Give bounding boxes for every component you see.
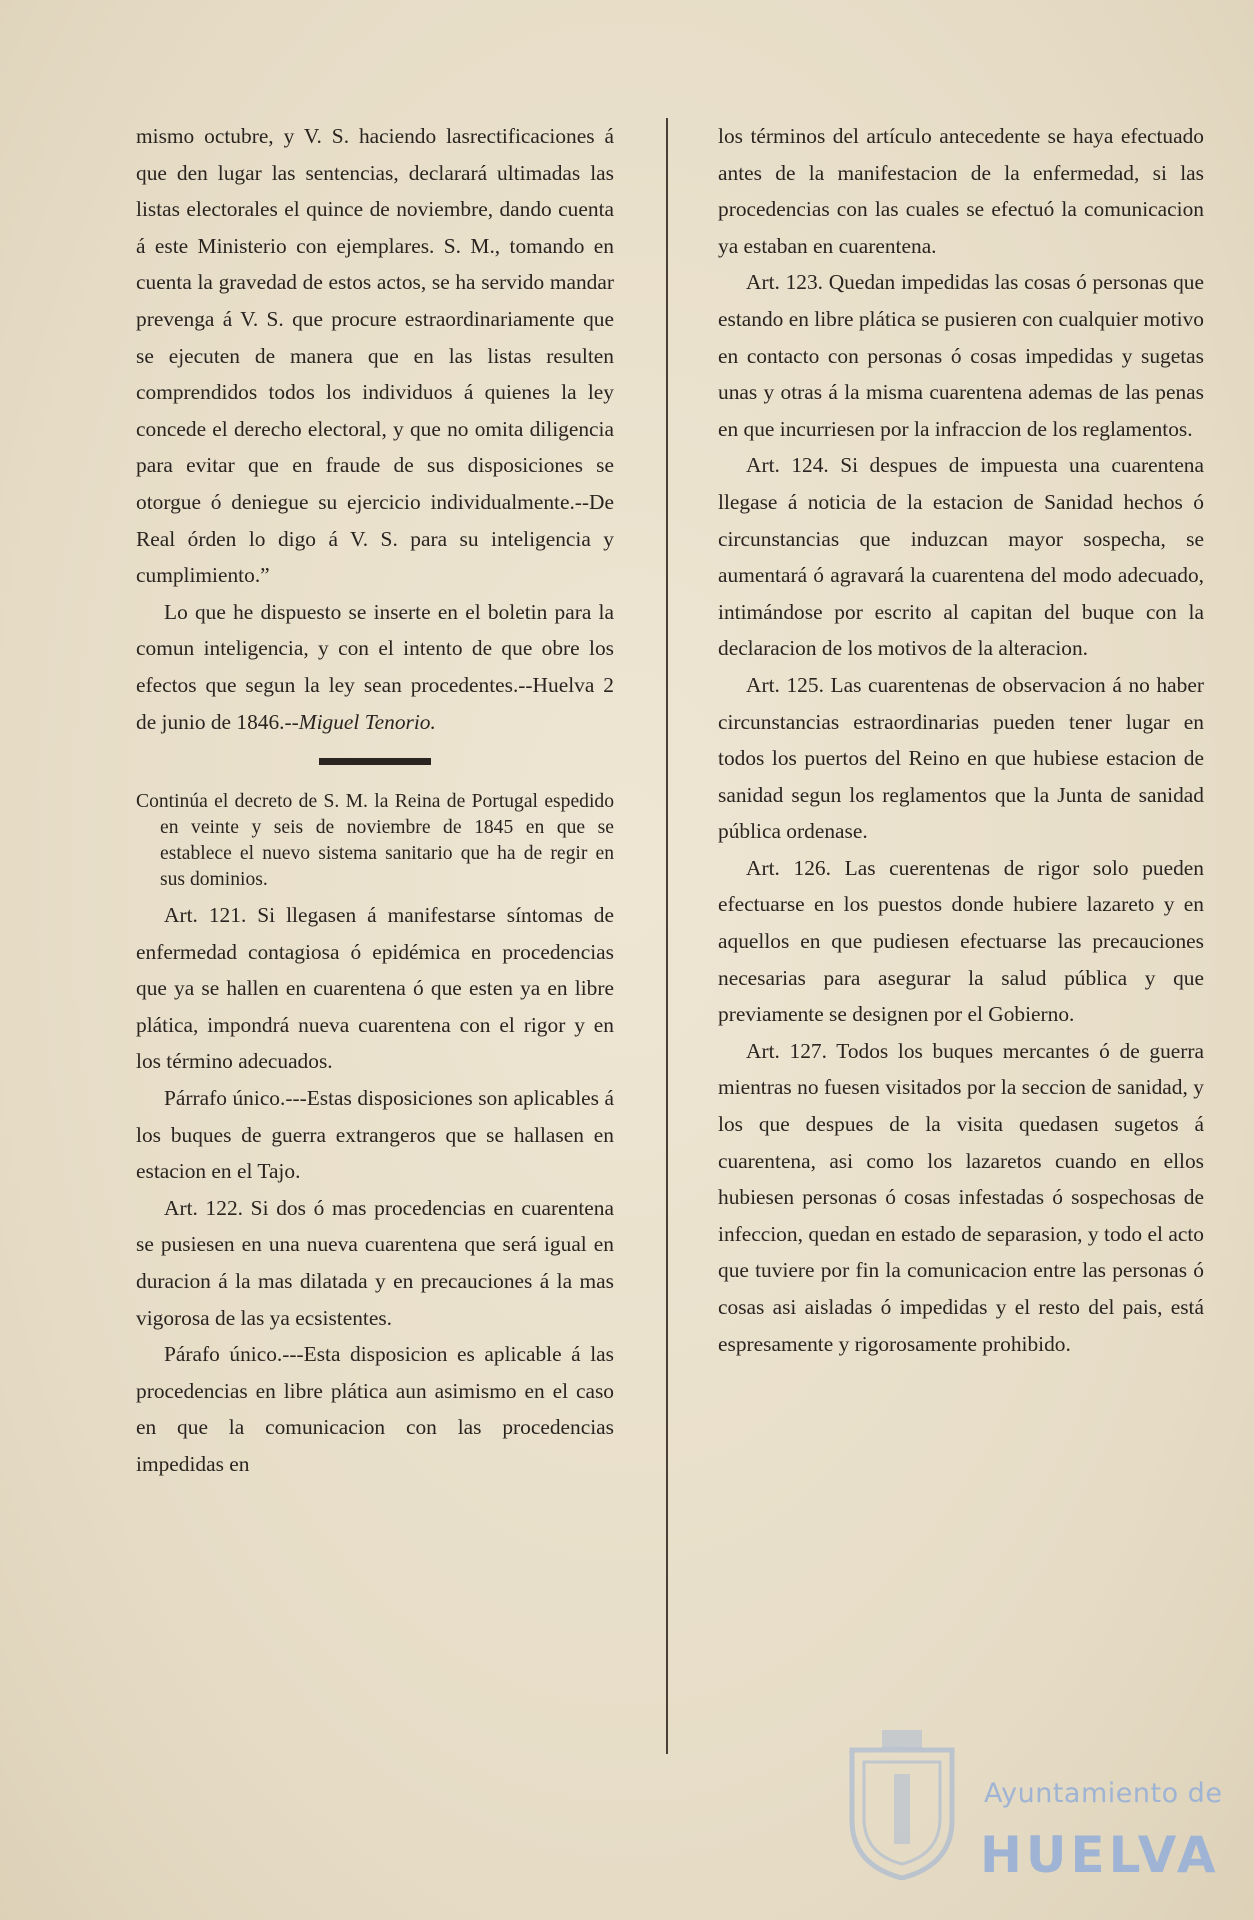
article-124: Art. 124. Si despues de impuesta una cuarentena llegase á noticia de la estacion de Sanidad hechos ó circunstancias que induzcan mayor sospecha, se aumentará ó agravará la cuarentena del modo adecuado, intimándose por escrito al capitan del buque con la declaracion de los motivos de la alteracion. [718, 453, 1204, 661]
article-122: Art. 122. Si dos ó mas procedencias en cuarentena se pusiesen en una nueva cuarentena que será igual en duracion á la mas dilatada y en precauciones á la mas vigorosa de las ya ecsistentes. [136, 1195, 614, 1330]
column-divider [666, 118, 668, 1754]
right-column [718, 118, 1204, 1362]
huelva-shield-logo [842, 1730, 962, 1880]
article-125: Art. 125. Las cuarentenas de observacion á no haber circunstancias estraordinarias pueden tener lugar en todos los puertos del Reino en que hubiese estacion de sanidad segun los reglamentos que la Junta de sanidad pública ordenase. [718, 672, 1204, 844]
paragraph-royal-order: mismo octubre, y V. S. haciendo lasrectificaciones á que den lugar las sentencias, declarará ultimadas las listas electorales el quince de noviembre, dando cuenta á este Ministerio con ejemplares. S. M., tomando en cuenta la gravedad de estos actos, se ha servido mandar prevenga á V. S. que procure estraordinariamente que se ejecuten de manera que en las listas resulten comprendidos todos los individuos á quienes la ley concede el derecho electoral, y que no omita diligencia para evitar que en fraude de sus disposiciones se otorgue ó deniegue su ejercicio individualmente.--De Real órden lo digo á V. S. para su inteligencia y cumplimiento.” [136, 124, 614, 588]
article-123: Art. 123. Quedan impedidas las cosas ó personas que estando en libre plática se pusieren con cualquier motivo en contacto con personas ó cosas impedidas y sugetas unas y otras á la misma cuarentena ademas de las penas en que incurriesen por la infraccion de los reglamentos. [718, 270, 1204, 441]
article-122-continued: los términos del artículo antecedente se haya efectuado antes de la manifestacion de la enfermedad, si las procedencias con las cuales se efectuó la comunicacion ya estaban en cuarentena. [718, 124, 1204, 258]
watermark-line2: HUELVA [980, 1826, 1220, 1884]
article-121: Art. 121. Si llegasen á manifestarse síntomas de enfermedad contagiosa ó epidémica en procedencias que ya se hallen en cuarentena ó que esten ya en libre plática, impondrá nueva cuarentena con el rigor y en los término adecuados. [136, 903, 614, 1074]
left-column [136, 118, 614, 1483]
paragraph-121: Párrafo único.---Estas disposiciones son aplicables á los buques de guerra extrangeros que se hallasen en estacion en el Tajo. [136, 1086, 614, 1184]
article-127: Art. 127. Todos los buques mercantes ó de guerra mientras no fuesen visitados por la seccion de sanidad, y los que despues de la visita quedasen sugetos á cuarentena, asi como los lazaretos cuando en ellos hubiesen personas ó cosas infestadas ó sospechosas de infeccion, quedan en estado de separasion, y todo el acto que tuviere por fin la comunicacion entre las personas ó cosas asi aisladas ó impedidas y el resto del pais, está espresamente y rigorosamente prohibido. [718, 1038, 1204, 1356]
notice-text: Lo que he dispuesto se inserte en el boletin para la comun inteligencia, y con el intento de que obre los efectos que segun la ley sean procedentes.--Huelva 2 de junio de 1846.-- [136, 599, 614, 734]
section-separator [319, 758, 431, 765]
decree-heading: Continúa el decreto de S. M. la Reina de Portugal espedido en veinte y seis de noviembre de 1845 en que se establece el nuevo sistema sanitario que ha de regir en sus dominios. [136, 791, 614, 891]
article-126: Art. 126. Las cuerentenas de rigor solo pueden efectuarse en los puestos donde hubiere lazareto y en aquellos en que pudiesen efectuarse las precauciones necesarias para asegurar la salud pública y que previamente se designen por el Gobierno. [718, 855, 1204, 1027]
paragraph-122: Párafo único.---Esta disposicion es aplicable á las procedencias en libre plática aun asimismo en el caso en que la comunicacion con las procedencias impedidas en [136, 1342, 614, 1476]
paragraph-publication-notice [136, 594, 614, 740]
watermark-line1: Ayuntamiento de [984, 1778, 1223, 1809]
signature: Miguel Tenorio. [298, 709, 436, 734]
